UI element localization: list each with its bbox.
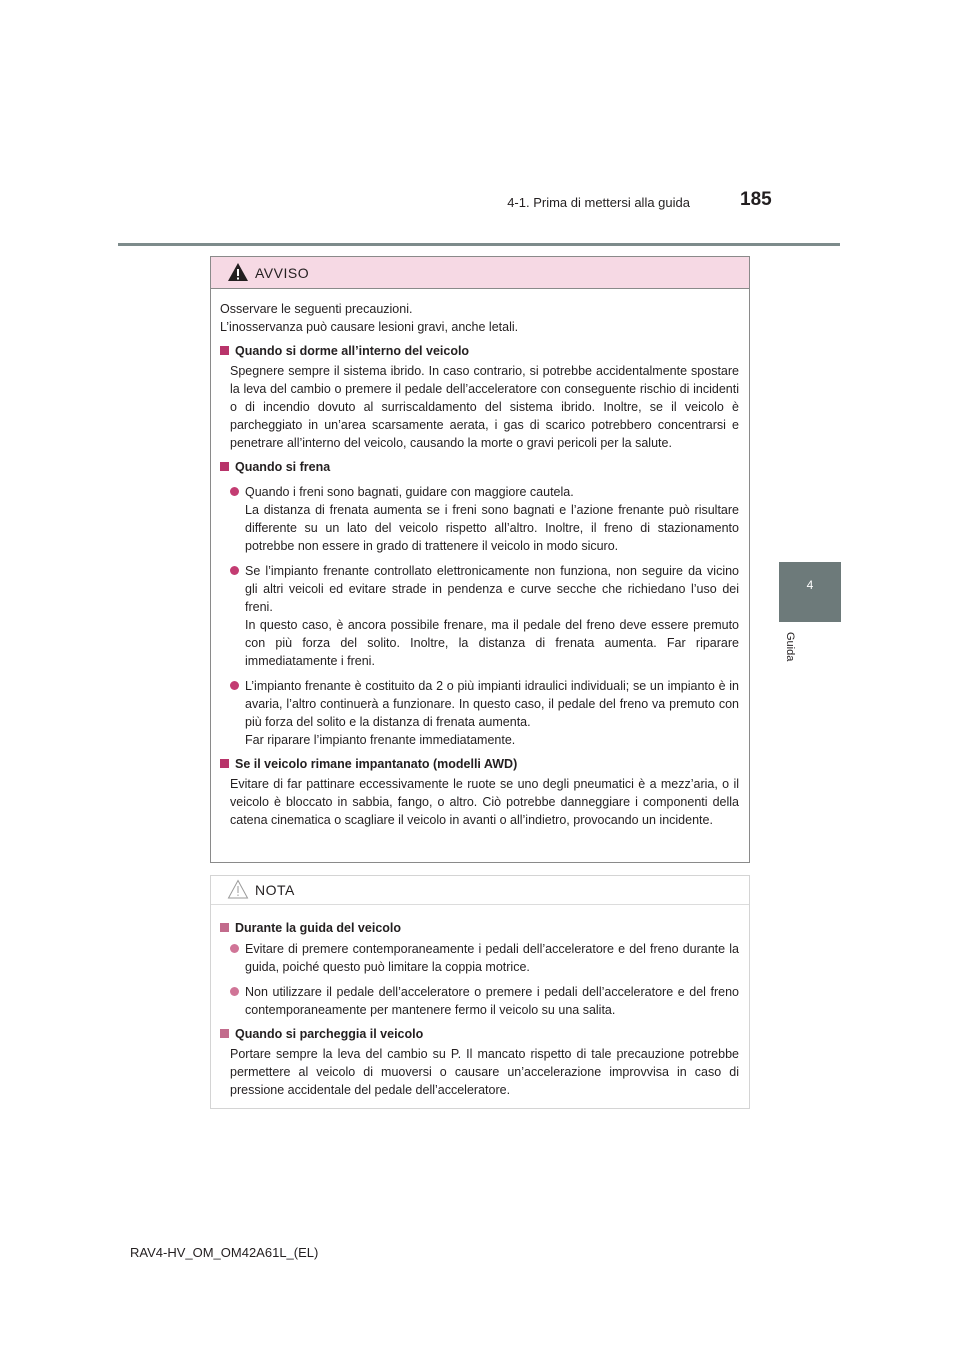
page-number: 185 xyxy=(740,189,772,210)
note-section xyxy=(220,1025,739,1099)
warning-bullet xyxy=(220,483,739,555)
bullet-line: Quando i freni sono bagnati, guidare con maggiore cautela. xyxy=(245,485,574,499)
heading-text: Quando si frena xyxy=(235,460,331,474)
bullet-text xyxy=(245,562,739,670)
note-bullet xyxy=(220,940,739,976)
warning-section-text: Spegnere sempre il sistema ibrido. In caso contrario, si potrebbe accidentalmente spostare la leva del cambio o premere il pedale dell’acceleratore con conseguente rischio di incidenti o di incendio dovuto al surriscaldamento del sistema ibrido. Inoltre, se il veicolo è parcheggiato in un’area scarsamente aerata, i gas di scarico potrebbero concentrarsi e penetrare all’interno del veicolo, causando la morte o gravi pericoli per la salute. xyxy=(230,364,739,450)
bullet-text: Non utilizzare il pedale dell’acceleratore o premere i pedali dell’acceleratore e del freno contemporaneamente per mantenere fermo il veicolo su una salita. xyxy=(245,985,739,1017)
bullet-line: Se l’impianto frenante controllato elettronicamente non funziona, non seguire da vicino gli altri veicoli ed evitare strade in pendenza e curve secche che richiedano l’uso dei freni. xyxy=(245,564,739,614)
warning-box-header xyxy=(211,257,749,289)
note-box-header xyxy=(211,876,749,905)
bullet-line: La distanza di frenata aumenta se i freni sono bagnati e l’azione frenante può risultare differente su un lato del veicolo rispetto all’altro. Inoltre, il freno di stazionamento potrebbe non essere in grado di trattenere il veicolo in modo sicuro. xyxy=(245,503,739,553)
warning-section xyxy=(220,342,739,452)
warning-section xyxy=(220,755,739,829)
note-section-heading xyxy=(220,919,739,937)
header-rule xyxy=(118,243,840,246)
warning-section-text: Evitare di far pattinare eccessivamente le ruote se uno degli pneumatici è a mezz’aria, o il veicolo è bloccato in sabbia, fango, o altro. Ciò potrebbe danneggiare i componenti della catena cinematica o scagliare il veicolo in avanti o all’indietro, provocando un incidente. xyxy=(230,777,739,827)
round-bullet-icon xyxy=(230,487,239,496)
warning-bullet xyxy=(220,677,739,749)
square-bullet-icon xyxy=(220,759,229,768)
chapter-tab: 4 xyxy=(779,562,841,622)
note-box xyxy=(210,875,750,1109)
note-section-heading xyxy=(220,1025,739,1043)
round-bullet-icon xyxy=(230,681,239,690)
warning-section xyxy=(220,458,739,749)
heading-text: Quando si dorme all’interno del veicolo xyxy=(235,344,470,358)
section-title: 4-1. Prima di mettersi alla guida xyxy=(507,195,690,210)
square-bullet-icon xyxy=(220,923,229,932)
note-section-text: Portare sempre la leva del cambio su P. Il mancato rispetto di tale precauzione potrebbe permettere al veicolo di muoversi o causare un’accelerazione improvvisa in caso di pressione accidentale del pedale dell’acceleratore. xyxy=(230,1047,739,1097)
note-box-title: NOTA xyxy=(255,882,295,898)
heading-text: Quando si parcheggia il veicolo xyxy=(235,1027,424,1041)
warning-triangle-icon xyxy=(227,262,249,282)
document-code: RAV4-HV_OM_OM42A61L_(EL) xyxy=(130,1245,319,1260)
warning-box-body xyxy=(211,289,749,829)
bullet-line: In questo caso, è ancora possibile frenare, ma il pedale del freno deve essere premuto con più forza del solito. Inoltre, la distanza di frenata aumenta. Far riparare immediatamente i freni. xyxy=(245,618,739,668)
warning-section-heading xyxy=(220,755,739,773)
caution-triangle-icon xyxy=(227,879,249,899)
warning-intro-line: Osservare le seguenti precauzioni. xyxy=(220,302,413,316)
bullet-text xyxy=(245,677,739,749)
square-bullet-icon xyxy=(220,1029,229,1038)
square-bullet-icon xyxy=(220,346,229,355)
square-bullet-icon xyxy=(220,462,229,471)
round-bullet-icon xyxy=(230,944,239,953)
note-bullet xyxy=(220,983,739,1019)
round-bullet-icon xyxy=(230,566,239,575)
bullet-text: Evitare di premere contemporaneamente i pedali dell’acceleratore e del freno durante la guida, poiché questo può limitare la coppia motrice. xyxy=(245,942,739,974)
round-bullet-icon xyxy=(230,987,239,996)
note-box-body xyxy=(211,905,749,1099)
warning-section-heading xyxy=(220,342,739,360)
heading-text: Se il veicolo rimane impantanato (modelli AWD) xyxy=(235,757,518,771)
heading-text: Durante la guida del veicolo xyxy=(235,921,402,935)
bullet-line: L’impianto frenante è costituito da 2 o più impianti idraulici individuali; se un impianto è in avaria, l’altro continuerà a funzionare. In questo caso, il pedale del freno va premuto con più forza del solito e la distanza di frenata aumenta. xyxy=(245,679,739,729)
warning-intro xyxy=(220,300,739,336)
bullet-text xyxy=(245,483,739,555)
chapter-label xyxy=(784,630,830,670)
warning-bullet xyxy=(220,562,739,670)
warning-box-title: AVVISO xyxy=(255,264,310,281)
bullet-line: Far riparare l’impianto frenante immediatamente. xyxy=(245,733,516,747)
warning-section-heading xyxy=(220,458,739,476)
warning-box xyxy=(210,256,750,863)
running-header xyxy=(290,195,690,210)
note-section xyxy=(220,919,739,1019)
warning-intro-line: L’inosservanza può causare lesioni gravi, anche letali. xyxy=(220,320,519,334)
chapter-label-text: Guida xyxy=(784,632,796,662)
